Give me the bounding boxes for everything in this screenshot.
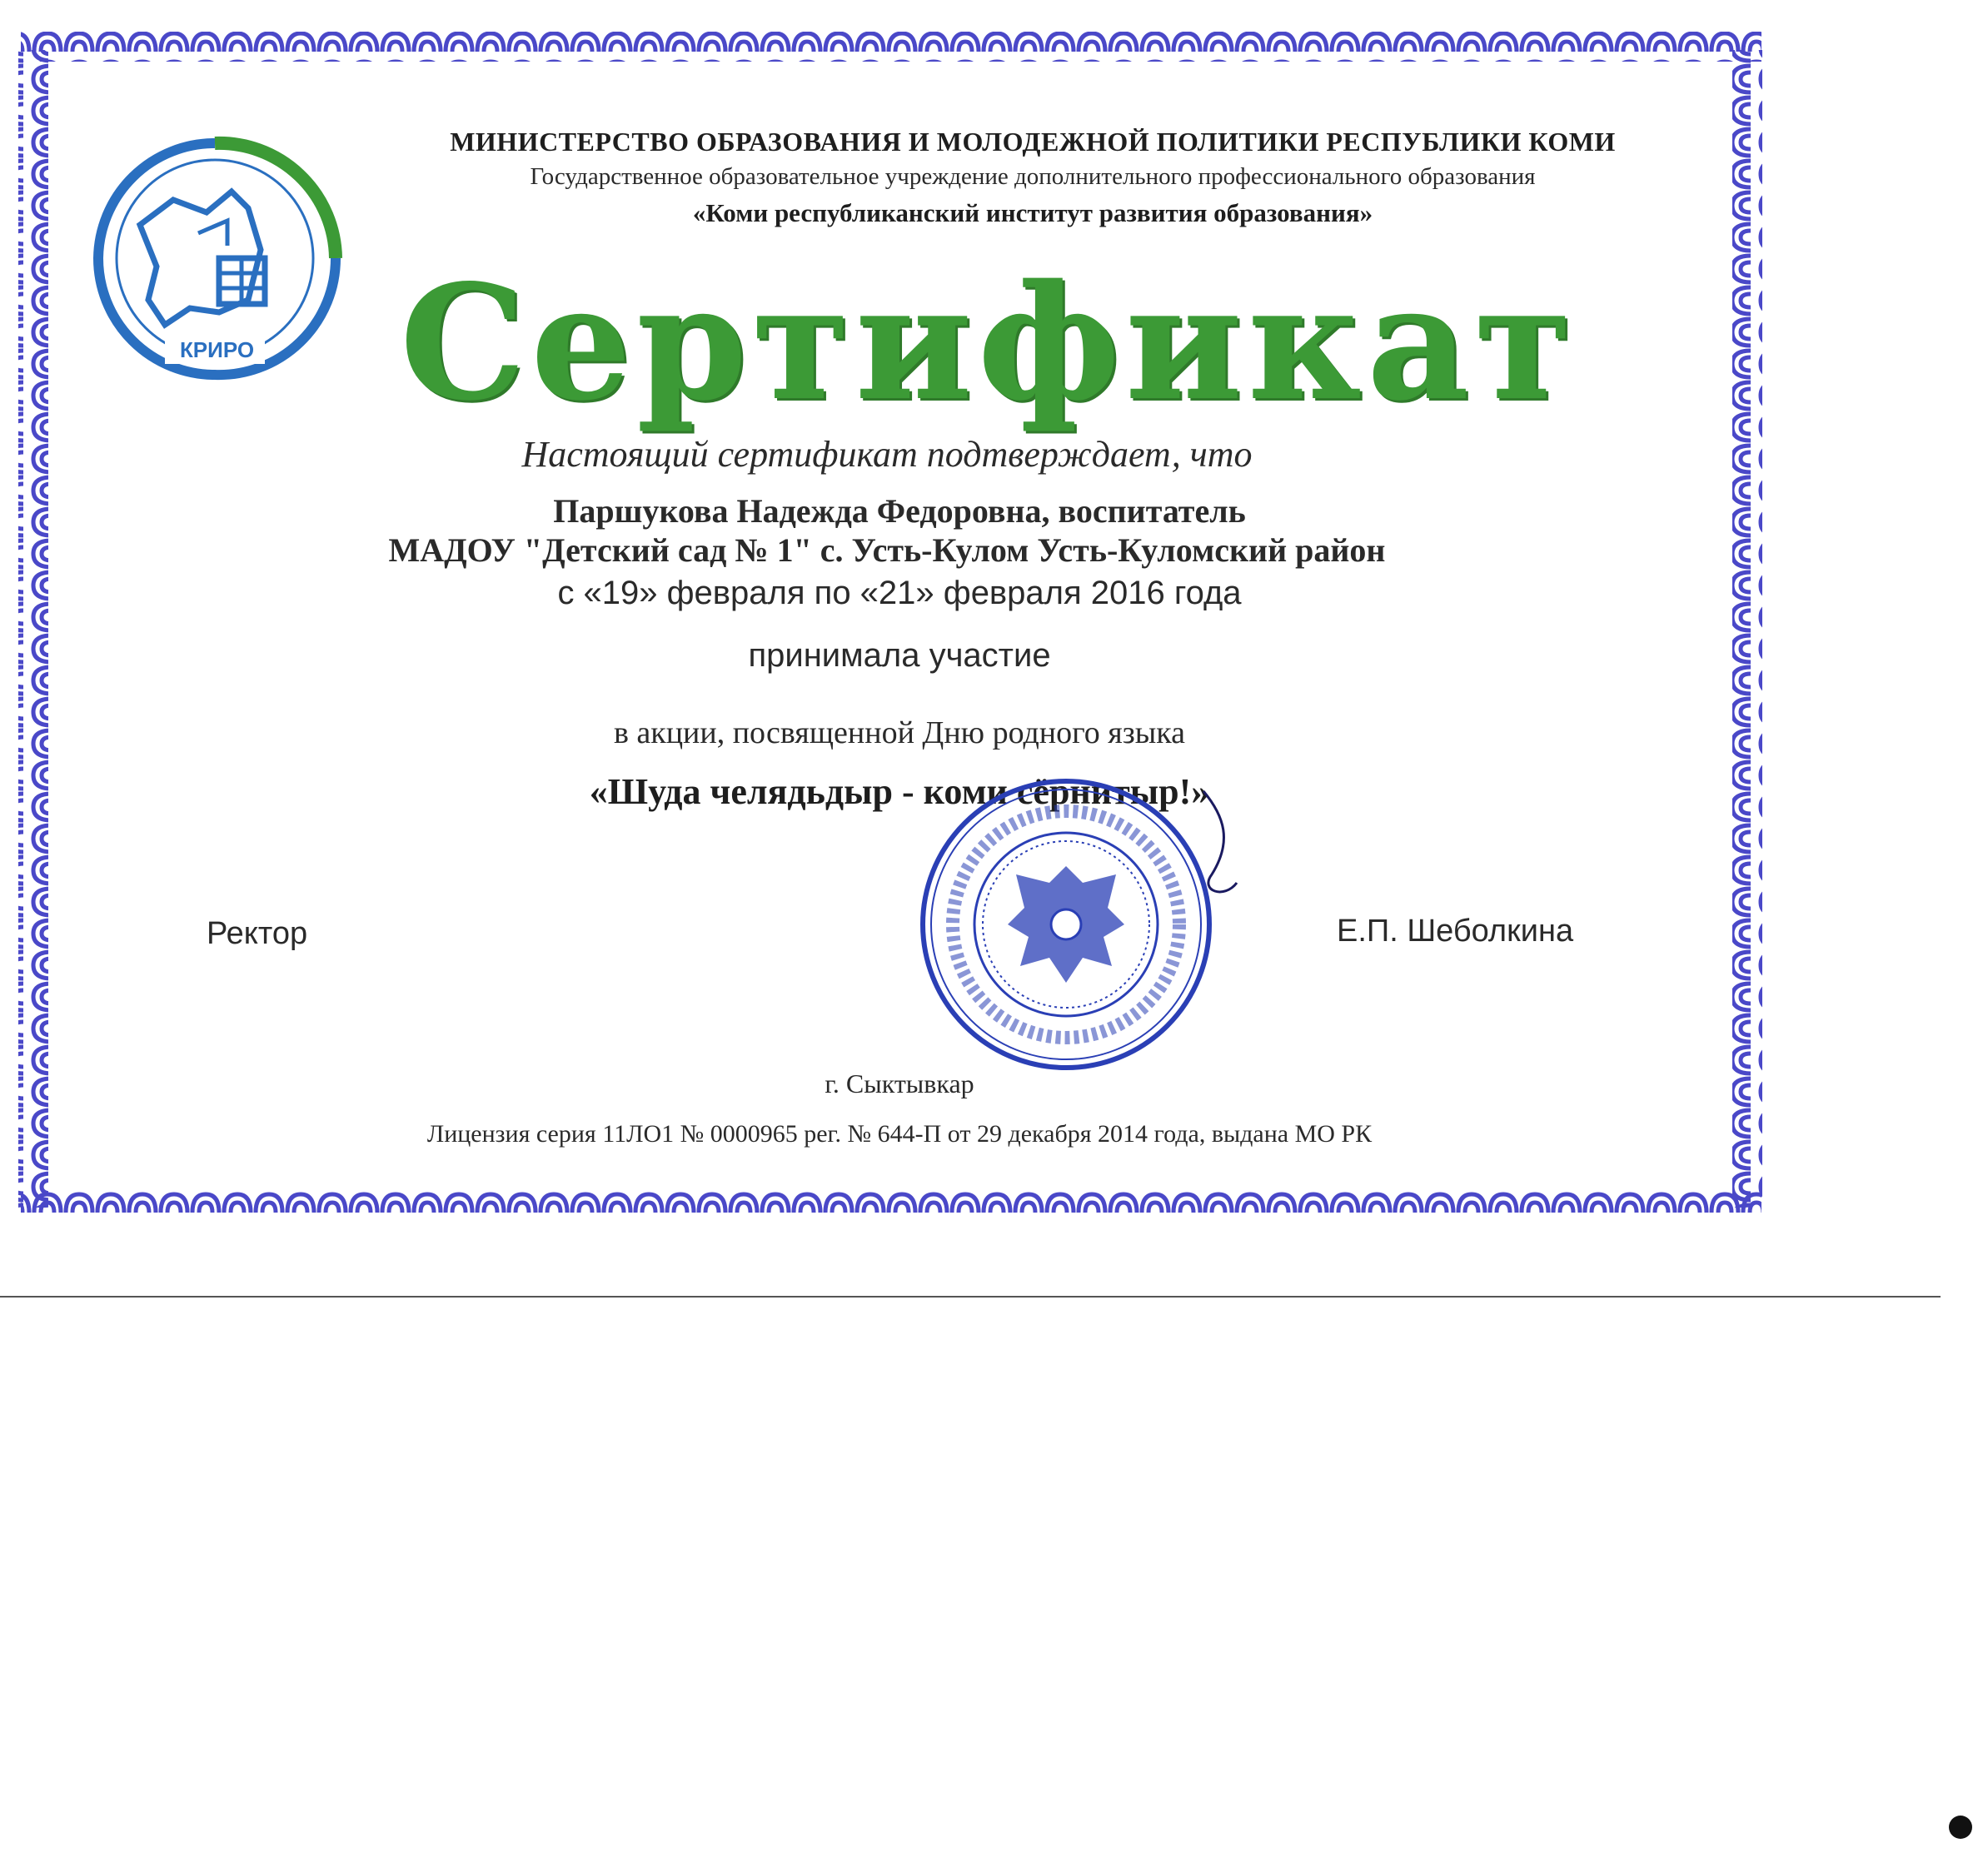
certificate-title: Сертификат: [400, 250, 1577, 436]
event-dates: с «19» февраля по «21» февраля 2016 года: [557, 575, 1242, 611]
license-info: Лицензия серия 11ЛО1 № 0000965 рег. № 644-П от 29 декабря 2014 года, выдана МО РК: [426, 1120, 1373, 1148]
scan-mark: [1949, 1816, 1972, 1839]
rector-label: Ректор: [207, 916, 308, 951]
ministry-heading: МИНИСТЕРСТВО ОБРАЗОВАНИЯ И МОЛОДЕЖНОЙ ПОЛИТИКИ РЕСПУБЛИКИ КОМИ: [450, 127, 1616, 157]
recipient-organization: МАДОУ "Детский сад № 1" с. Усть-Кулом Усть-Куломский район: [388, 531, 1386, 569]
institution-type: Государственное образовательное учреждение дополнительного профессионального образования: [530, 163, 1536, 190]
event-name: «Шуда челядьдыр - коми сёрнитыр!»: [589, 771, 1210, 812]
institute-name: «Коми республиканский институт развития образования»: [692, 198, 1373, 227]
city: г. Сыктывкар: [825, 1068, 974, 1098]
participation-text: принимала участие: [748, 637, 1051, 674]
event-description: в акции, посвященной Дню родного языка: [613, 715, 1186, 750]
recipient-name: Паршукова Надежда Федоровна, воспитатель: [553, 492, 1246, 530]
page-edge-line: [0, 1296, 1941, 1298]
confirm-text: Настоящий сертификат подтверждает, что: [521, 434, 1253, 475]
logo-text: КРИРО: [179, 337, 255, 362]
signer-name: Е.П. Шеболкина: [1337, 914, 1574, 949]
official-seal: [874, 758, 1291, 1074]
